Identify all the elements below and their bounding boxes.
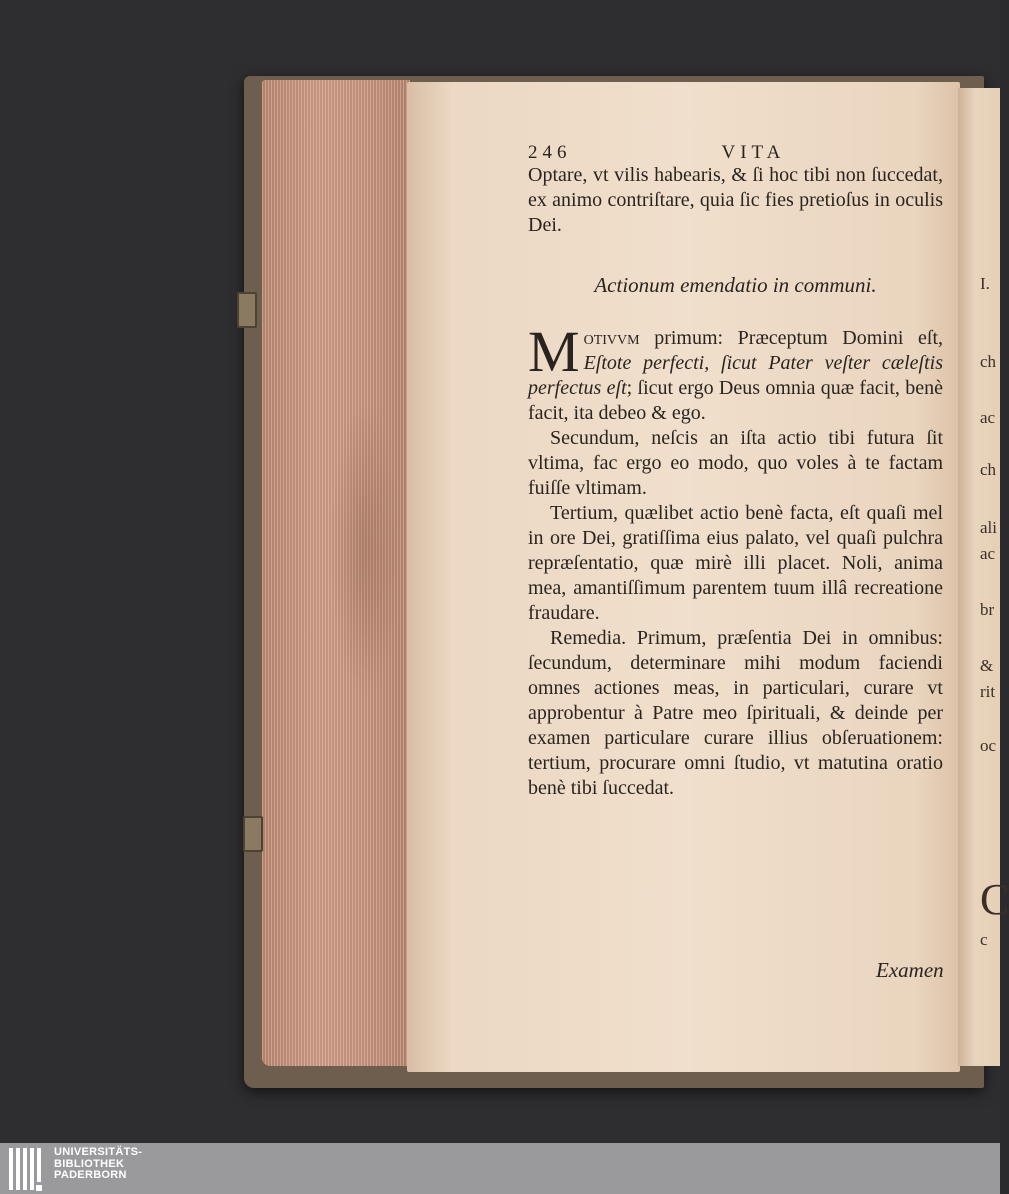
- library-name: [54, 1147, 142, 1182]
- right-page-fragment: C: [980, 875, 1009, 924]
- page-text: [528, 140, 943, 801]
- tertium-paragraph: Tertium, quælibet actio benè facta, eſt quaſi mel in ore Dei, gratiſſima eius palato, vel quaſi pulchra repræſentatio, quæ mirè illi placet. Noli, anima mea, amantiſſimum parentem tuum illâ recreatione fraudare.: [528, 502, 943, 624]
- library-line-1: UNIVERSITÄTS-: [54, 1146, 143, 1158]
- right-page-fragment: oc: [980, 736, 997, 755]
- right-page-fragment: c: [980, 930, 988, 949]
- motivum-text: primum: Præceptum Domini eſt,: [639, 327, 943, 349]
- remedia-paragraph: Remedia. Primum, præſentia Dei in omnibus: ſecundum, determinare mihi modum faciendi omnes actiones meas, in particulari, curare vt approbentur à Patre meo ſpirituali, & deinde per examen particulare curare illius obſeruationem: tertium, procurare omni ſtudio, vt matutina oratio benè tibi ſuccedat.: [528, 627, 943, 799]
- page-number: 246: [528, 142, 572, 163]
- clasp-icon: [237, 292, 257, 328]
- footer-bar: [0, 1143, 1000, 1194]
- library-line-2: BIBLIOTHEK: [54, 1157, 125, 1170]
- intro-paragraph: Optare, vt vilis habearis, & ſi hoc tibi non ſuccedat, ex animo contriſtare, quia ſic fies pretioſus in oculis Dei.: [528, 164, 943, 236]
- right-page-fragment: ch: [980, 460, 997, 479]
- right-page-fragment: ac: [980, 544, 996, 563]
- motivum-paragraph: [528, 319, 943, 426]
- section-heading: Actionum emendatio in communi.: [594, 273, 877, 297]
- running-title: VITA: [721, 142, 786, 163]
- right-page-fragment: rit: [980, 682, 996, 701]
- edge-stain: [330, 400, 400, 700]
- scripture-quote: Eſtote perfecti, ſicut Pater veſter cæleſtis perfectus eſt: [528, 352, 943, 399]
- right-page-fragment: &: [980, 656, 994, 675]
- right-page-fragment: I.: [980, 274, 990, 293]
- motivum-smallcaps: otivvm: [583, 327, 640, 349]
- right-page-fragment: ali: [980, 518, 997, 537]
- drop-cap: M: [528, 319, 580, 384]
- library-line-3: PADERBORN: [54, 1169, 127, 1181]
- running-head: [528, 140, 943, 165]
- catchword: Examen: [876, 958, 944, 982]
- right-page-fragment: ac: [980, 408, 996, 427]
- motivum-text-end: ; ſicut ergo Deus omnia quæ facit, benè facit, ita debeo & ego.: [528, 377, 943, 424]
- clasp-icon: [243, 816, 263, 852]
- secundum-paragraph: Secundum, neſcis an iſta actio tibi futura ſit vltima, fac ergo eo modo, quo voles à te factam fuiſſe vltimam.: [528, 427, 943, 499]
- right-page-fragment: ch: [980, 352, 997, 371]
- library-logo-icon: [9, 1148, 49, 1190]
- right-page-edge: [958, 88, 1009, 1066]
- right-page-fragment: br: [980, 600, 995, 619]
